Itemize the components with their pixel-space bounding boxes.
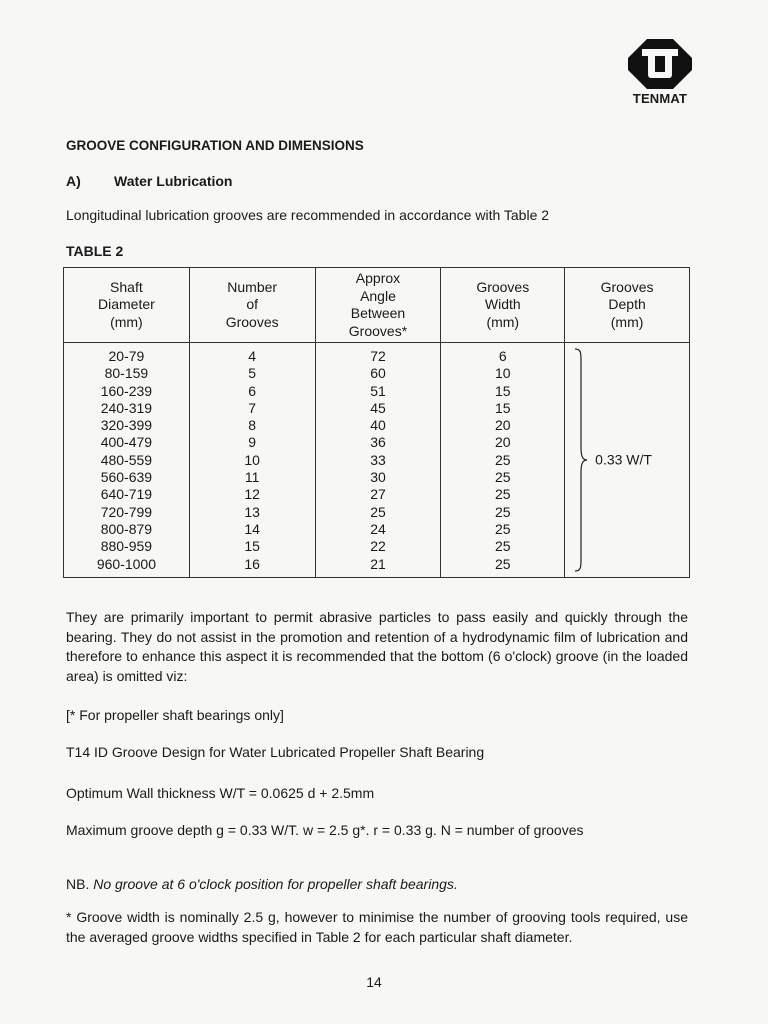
cell-angle: 60: [315, 365, 441, 382]
cell-width: 25: [441, 556, 565, 578]
header-grooves-depth: Grooves Depth (mm): [565, 268, 690, 343]
subsection-title: Water Lubrication: [114, 173, 233, 189]
header-number-of-grooves: Number of Grooves: [189, 268, 315, 343]
cell-angle: 36: [315, 434, 441, 451]
intro-text: Longitudinal lubrication grooves are recommended in accordance with Table 2: [66, 207, 550, 223]
table-row: [64, 343, 690, 366]
cell-shaft-diameter: 20-79: [64, 343, 190, 366]
cell-angle: 33: [315, 452, 441, 469]
cell-shaft-diameter: 320-399: [64, 417, 190, 434]
cell-number-of-grooves: 11: [189, 469, 315, 486]
cell-shaft-diameter: 640-719: [64, 486, 190, 503]
cell-number-of-grooves: 5: [189, 365, 315, 382]
table-label: TABLE 2: [66, 243, 124, 259]
max-groove-formula: Maximum groove depth g = 0.33 W/T. w = 2.5 g*. r = 0.33 g. N = number of grooves: [66, 822, 584, 838]
cell-angle: 45: [315, 400, 441, 417]
table-header-row: [64, 268, 690, 343]
cell-angle: 72: [315, 343, 441, 366]
cell-width: 25: [441, 486, 565, 503]
cell-number-of-grooves: 6: [189, 383, 315, 400]
cell-width: 25: [441, 469, 565, 486]
cell-width: 25: [441, 538, 565, 555]
cell-angle: 24: [315, 521, 441, 538]
cell-number-of-grooves: 7: [189, 400, 315, 417]
cell-shaft-diameter: 800-879: [64, 521, 190, 538]
logo-text: TENMAT: [632, 91, 688, 106]
cell-number-of-grooves: 12: [189, 486, 315, 503]
cell-shaft-diameter: 560-639: [64, 469, 190, 486]
cell-angle: 40: [315, 417, 441, 434]
nb-text: No groove at 6 o'clock position for propeller shaft bearings.: [93, 876, 458, 892]
page-number: 14: [366, 974, 382, 990]
cell-width: 20: [441, 434, 565, 451]
t14-design-line: T14 ID Groove Design for Water Lubricated Propeller Shaft Bearing: [66, 744, 485, 760]
tenmat-logo-icon: [627, 38, 693, 90]
cell-width: 25: [441, 504, 565, 521]
cell-shaft-diameter: 960-1000: [64, 556, 190, 578]
groove-width-note: * Groove width is nominally 2.5 g, however to minimise the number of grooving tools required, use the averaged groove widths specified in Table 2 for each particular shaft diameter.: [66, 909, 688, 945]
body-paragraph: They are primarily important to permit abrasive particles to pass easily and quickly through the bearing. They do not assist in the promotion and retention of a hydrodynamic film of lubrication and therefore to enhance this aspect it is recommended that the bottom (6 o'clock) groove (in the loaded area) is omitted viz:: [66, 609, 688, 684]
subsection-heading: [66, 173, 233, 189]
cell-shaft-diameter: 240-319: [64, 400, 190, 417]
right-brace-icon: [573, 347, 593, 573]
header-shaft-diameter: Shaft Diameter (mm): [64, 268, 190, 343]
nb-prefix: NB.: [66, 876, 90, 892]
cell-number-of-grooves: 8: [189, 417, 315, 434]
groove-table: [63, 267, 690, 578]
tenmat-logo: [622, 38, 698, 106]
cell-shaft-diameter: 80-159: [64, 365, 190, 382]
cell-width: 25: [441, 452, 565, 469]
wall-thickness-formula: Optimum Wall thickness W/T = 0.0625 d + 2.5mm: [66, 785, 375, 801]
cell-grooves-depth: [565, 343, 690, 578]
cell-shaft-diameter: 880-959: [64, 538, 190, 555]
cell-number-of-grooves: 10: [189, 452, 315, 469]
cell-shaft-diameter: 480-559: [64, 452, 190, 469]
cell-number-of-grooves: 4: [189, 343, 315, 366]
cell-shaft-diameter: 720-799: [64, 504, 190, 521]
section-heading: GROOVE CONFIGURATION AND DIMENSIONS: [66, 138, 364, 153]
cell-width: 6: [441, 343, 565, 366]
cell-number-of-grooves: 14: [189, 521, 315, 538]
cell-number-of-grooves: 16: [189, 556, 315, 578]
header-approx-angle: Approx Angle Between Grooves*: [315, 268, 441, 343]
cell-angle: 21: [315, 556, 441, 578]
subsection-number: A): [66, 173, 81, 189]
cell-angle: 51: [315, 383, 441, 400]
nb-note: [66, 875, 688, 895]
depth-value: 0.33 W/T: [595, 451, 652, 468]
cell-number-of-grooves: 9: [189, 434, 315, 451]
cell-number-of-grooves: 15: [189, 538, 315, 555]
cell-shaft-diameter: 400-479: [64, 434, 190, 451]
cell-width: 15: [441, 383, 565, 400]
cell-angle: 22: [315, 538, 441, 555]
cell-width: 10: [441, 365, 565, 382]
cell-width: 20: [441, 417, 565, 434]
footnote-reference: [* For propeller shaft bearings only]: [66, 707, 284, 723]
cell-shaft-diameter: 160-239: [64, 383, 190, 400]
cell-angle: 27: [315, 486, 441, 503]
cell-angle: 25: [315, 504, 441, 521]
cell-width: 25: [441, 521, 565, 538]
cell-angle: 30: [315, 469, 441, 486]
header-grooves-width: Grooves Width (mm): [441, 268, 565, 343]
cell-number-of-grooves: 13: [189, 504, 315, 521]
cell-width: 15: [441, 400, 565, 417]
